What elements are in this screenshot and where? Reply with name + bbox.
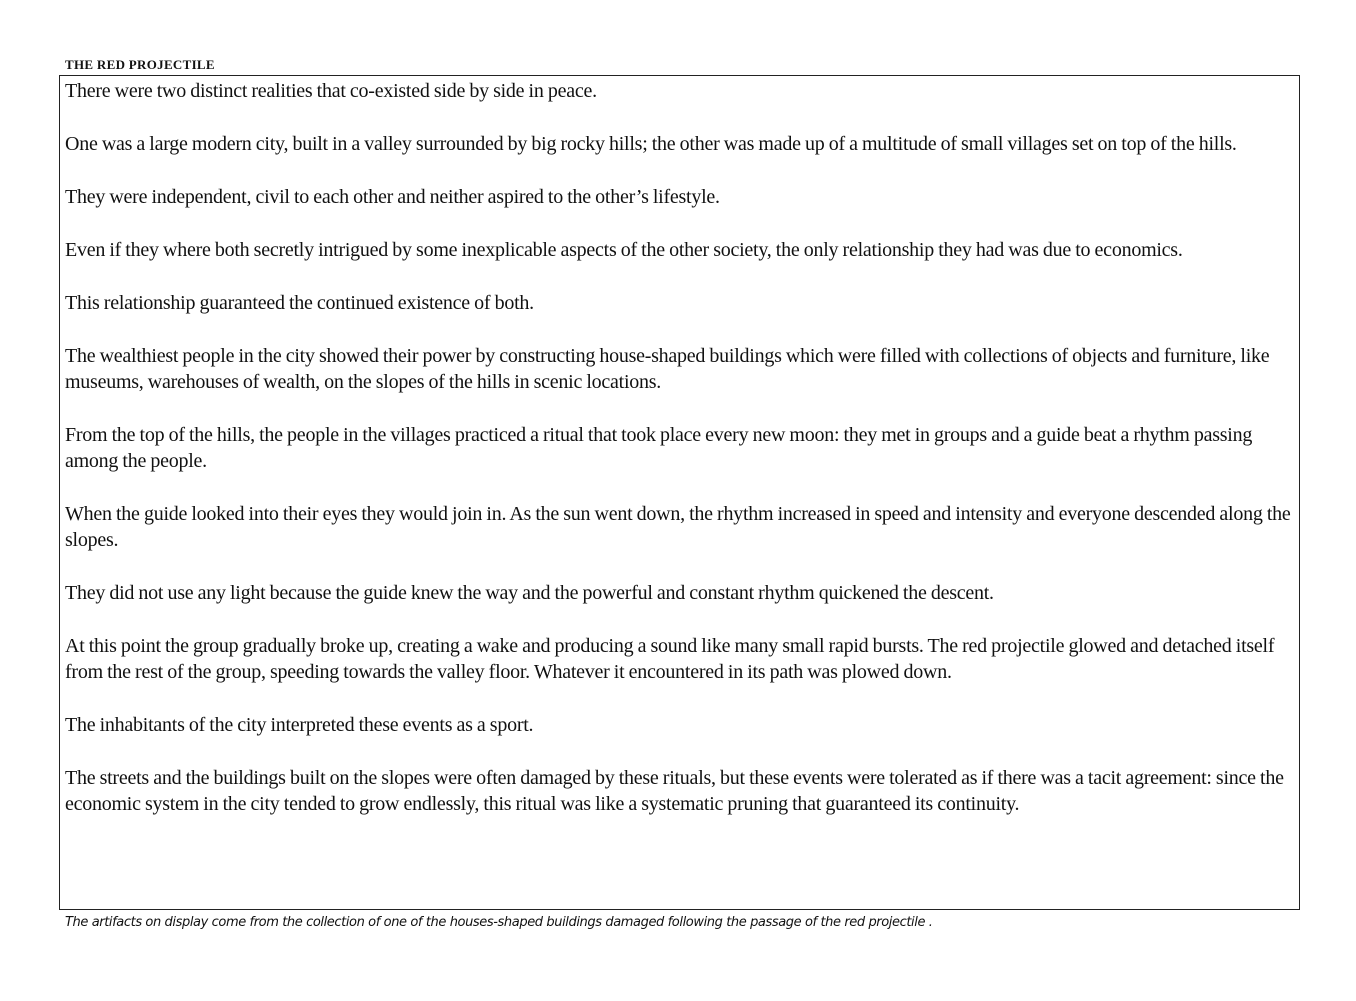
paragraph-3: They were independent, civil to each other and neither aspired to the other’s lifestyle. xyxy=(65,186,720,208)
paragraph-6: The wealthiest people in the city showed their power by constructing house-shaped buildings which were filled with collections of objects and furniture, like museums, warehouses of wealth, on the slopes of the hills in scenic locations. xyxy=(65,345,1270,393)
paragraph-12: The streets and the buildings built on the slopes were often damaged by these rituals, but these events were tolerated as if there was a tacit agreement: since the economic system in the city tended to grow endlessly, this ritual was like a systematic pruning that guaranteed its continuity. xyxy=(65,767,1284,815)
paragraph-9: They did not use any light because the guide knew the way and the powerful and constant rhythm quickened the descent. xyxy=(65,582,994,604)
paragraph-2: One was a large modern city, built in a valley surrounded by big rocky hills; the other was made up of a multitude of small villages set on top of the hills. xyxy=(65,133,1237,155)
story-text-box xyxy=(59,75,1300,910)
paragraph-10: At this point the group gradually broke up, creating a wake and producing a sound like many small rapid bursts. The red projectile glowed and detached itself from the rest of the group, speeding towards the valley floor. Whatever it encountered in its path was plowed down. xyxy=(65,635,1275,683)
document-title: THE RED PROJECTILE xyxy=(65,57,215,72)
paragraph-1: There were two distinct realities that co-existed side by side in peace. xyxy=(65,80,597,102)
paragraph-11: The inhabitants of the city interpreted these events as a sport. xyxy=(65,714,534,736)
paragraph-8: When the guide looked into their eyes they would join in. As the sun went down, the rhythm increased in speed and intensity and everyone descended along the slopes. xyxy=(65,503,1291,551)
caption: The artifacts on display come from the collection of one of the houses-shaped buildings damaged following the passage of the red projectile . xyxy=(65,915,933,930)
paragraph-7: From the top of the hills, the people in the villages practiced a ritual that took place every new moon: they met in groups and a guide beat a rhythm passing among the people. xyxy=(65,424,1253,472)
paragraph-4: Even if they where both secretly intrigued by some inexplicable aspects of the other society, the only relationship they had was due to economics. xyxy=(65,239,1183,261)
paragraph-5: This relationship guaranteed the continued existence of both. xyxy=(65,292,534,314)
